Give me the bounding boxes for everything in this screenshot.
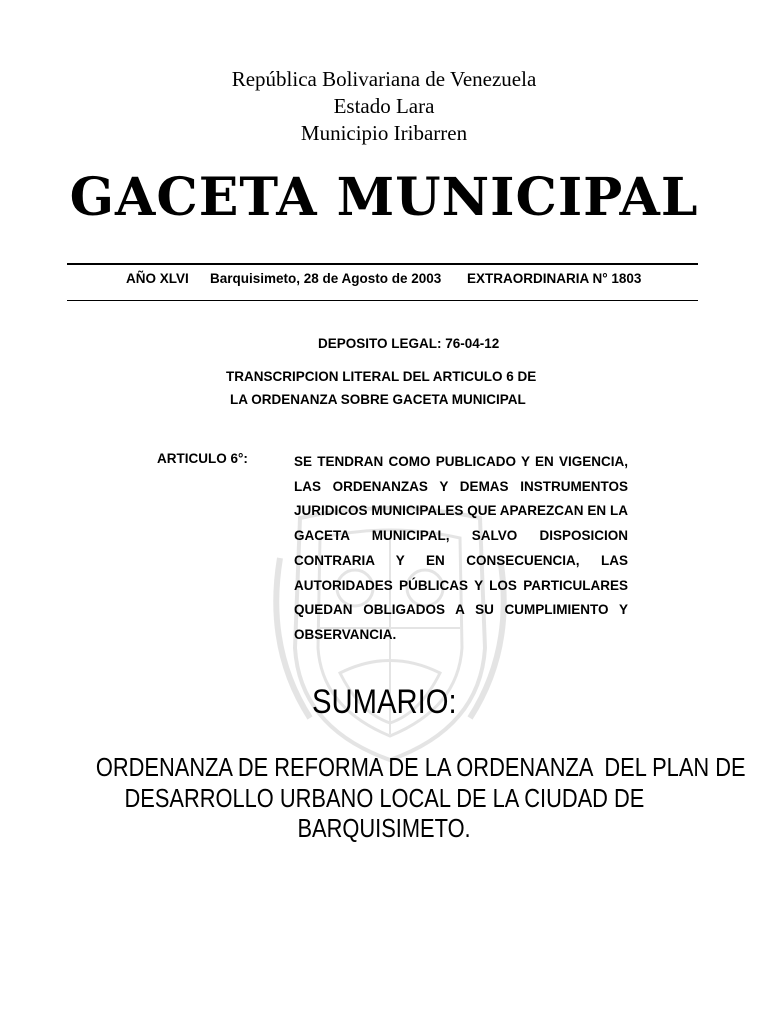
summary-item-line-3: BARQUISIMETO. (297, 813, 471, 843)
bottom-rule (67, 300, 698, 301)
issue-year: AÑO XLVI (126, 271, 189, 286)
transcription-line-2: LA ORDENANZA SOBRE GACETA MUNICIPAL (230, 392, 526, 407)
transcription-line-1: TRANSCRIPCION LITERAL DEL ARTICULO 6 DE (226, 369, 537, 384)
article-text: SE TENDRAN COMO PUBLICADO Y EN VIGENCIA, LAS ORDENANZAS Y DEMAS INSTRUMENTOS JURIDICOS MUNICIPALES QUE APAREZCAN EN LA GACETA MUNICIPAL, SALVO DISPOSICION CONTRARIA Y EN CONSECUENCIA, LAS AUTORIDADES PÚBLICAS Y LOS PARTICULARES QUEDAN OBLIGADOS A SU CUMPLIMIENTO Y OBSERVANCIA. (294, 454, 628, 642)
header-state: Estado Lara (333, 94, 435, 118)
issue-place-date: Barquisimeto, 28 de Agosto de 2003 (210, 271, 442, 286)
gazette-title: GACETA MUNICIPAL (69, 167, 699, 228)
summary-item-line-2: DESARROLLO URBANO LOCAL DE LA CIUDAD DE (124, 782, 644, 813)
deposito-legal: DEPOSITO LEGAL: 76-04-12 (318, 336, 500, 351)
article-label: ARTICULO 6°: (157, 451, 248, 466)
header-country: República Bolivariana de Venezuela (231, 67, 537, 91)
issue-edition: EXTRAORDINARIA N° 1803 (467, 271, 642, 286)
sumario-heading: SUMARIO: (312, 683, 457, 721)
top-rule (67, 263, 698, 265)
summary-item-line-1: ORDENANZA DE REFORMA DE LA ORDENANZA DEL PLAN DE (95, 752, 746, 782)
header-municipality: Municipio Iribarren (300, 121, 468, 145)
summary-item (34, 752, 746, 844)
